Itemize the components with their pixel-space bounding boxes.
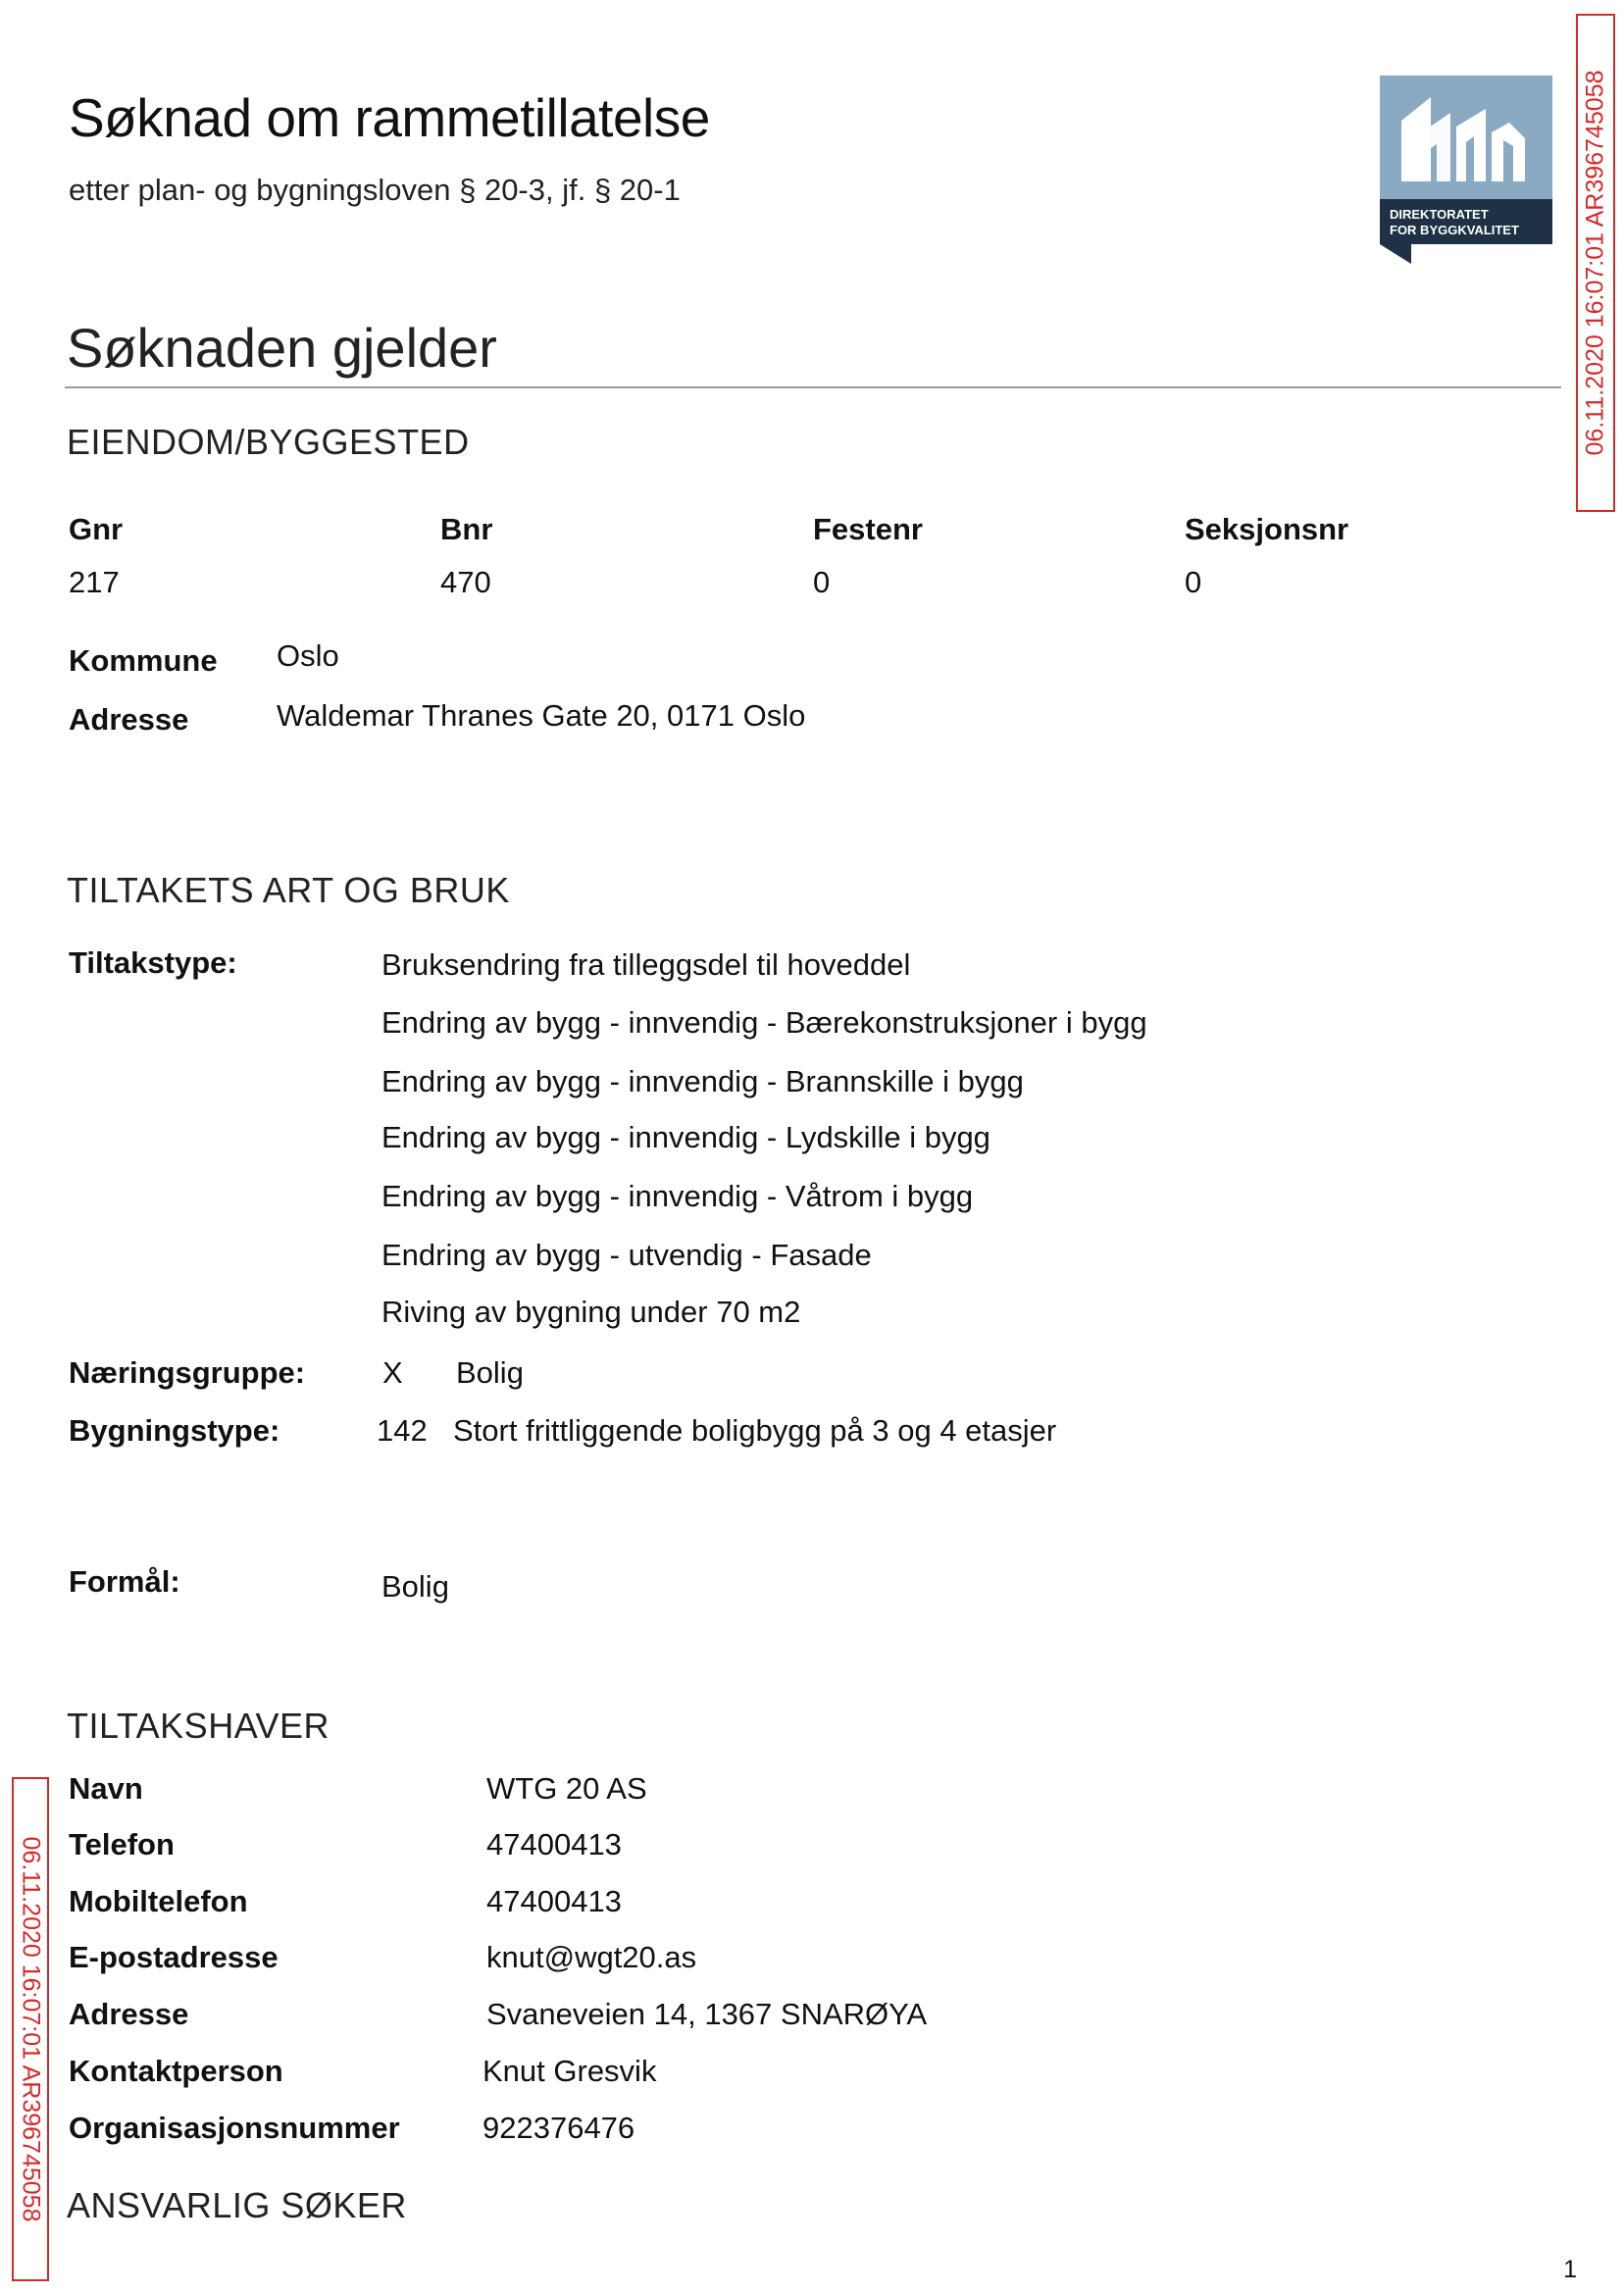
section-eiendom-heading: EIENDOM/BYGGESTED: [67, 422, 470, 462]
document-subtitle: etter plan- og bygningsloven § 20-3, jf. § 20-1: [69, 173, 681, 207]
date-stamp-left: [12, 1777, 49, 2281]
bygningstype-value: Stort frittliggende boligbygg på 3 og 4 etasjer: [453, 1413, 1057, 1448]
tiltakshaver-navn-label: Navn: [69, 1771, 143, 1806]
tiltakshaver-kontaktperson-label: Kontaktperson: [69, 2054, 283, 2088]
kommune-value: Oslo: [277, 638, 339, 673]
document-title: Søknad om rammetillatelse: [69, 87, 710, 148]
tiltakstype-item: Endring av bygg - innvendig - Bærekonstruksjoner i bygg: [381, 1005, 1147, 1040]
main-heading: Søknaden gjelder: [67, 317, 497, 379]
gnr-value: 217: [69, 565, 120, 599]
tiltakshaver-orgnr-label: Organisasjonsnummer: [69, 2111, 400, 2145]
date-stamp-right-text: 06.11.2020 16:07:01 AR396745058: [1581, 70, 1609, 456]
tiltakshaver-epost-label: E-postadresse: [69, 1940, 279, 1974]
logo-line2: FOR BYGGKVALITET: [1390, 223, 1519, 237]
dibk-logo: [1380, 76, 1552, 264]
column-bnr-label: Bnr: [440, 512, 493, 546]
tiltakstype-item: Riving av bygning under 70 m2: [381, 1295, 801, 1329]
tiltakshaver-navn-value: WTG 20 AS: [486, 1771, 647, 1806]
adresse-label: Adresse: [69, 702, 189, 737]
column-gnr-label: Gnr: [69, 512, 124, 546]
column-festenr-label: Festenr: [813, 512, 923, 546]
tiltakstype-item: Endring av bygg - utvendig - Fasade: [381, 1238, 872, 1272]
tiltakstype-item: Endring av bygg - innvendig - Lydskille i bygg: [381, 1120, 990, 1154]
formal-value: Bolig: [381, 1569, 449, 1604]
kommune-label: Kommune: [69, 643, 218, 678]
bygningstype-code: 142: [377, 1413, 428, 1448]
logo-line1: DIREKTORATET: [1390, 207, 1489, 222]
tiltakshaver-orgnr-value: 922376476: [482, 2111, 635, 2145]
bnr-value: 470: [440, 565, 491, 599]
heading-divider: [65, 386, 1561, 388]
naeringsgruppe-code: X: [382, 1355, 403, 1390]
tiltakshaver-telefon-label: Telefon: [69, 1827, 175, 1861]
tiltakshaver-mobil-value: 47400413: [486, 1884, 622, 1918]
festenr-value: 0: [813, 565, 831, 599]
tiltakstype-item: Endring av bygg - innvendig - Våtrom i bygg: [381, 1179, 974, 1213]
bygningstype-label: Bygningstype:: [69, 1413, 280, 1448]
tiltakshaver-adresse-value: Svaneveien 14, 1367 SNARØYA: [486, 1997, 928, 2031]
tiltakshaver-telefon-value: 47400413: [486, 1827, 622, 1861]
adresse-value: Waldemar Thranes Gate 20, 0171 Oslo: [277, 698, 806, 733]
page-number: 1: [1563, 2256, 1577, 2283]
dibk-logo-mark: [1380, 76, 1552, 264]
section-tiltakshaver-heading: TILTAKSHAVER: [67, 1706, 330, 1746]
naeringsgruppe-label: Næringsgruppe:: [69, 1355, 306, 1390]
tiltakshaver-kontaktperson-value: Knut Gresvik: [482, 2054, 657, 2088]
section-ansvarlig-soker-heading: ANSVARLIG SØKER: [67, 2185, 407, 2225]
tiltakshaver-adresse-label: Adresse: [69, 1997, 189, 2031]
tiltakshaver-epost-value: knut@wgt20.as: [486, 1940, 697, 1974]
tiltakstype-item: Bruksendring fra tilleggsdel til hoveddel: [381, 947, 911, 982]
section-tiltak-heading: TILTAKETS ART OG BRUK: [67, 870, 510, 910]
naeringsgruppe-value: Bolig: [456, 1355, 524, 1390]
seksjonsnr-value: 0: [1185, 565, 1202, 599]
column-seksjonsnr-label: Seksjonsnr: [1185, 512, 1349, 546]
tiltakstype-item: Endring av bygg - innvendig - Brannskille i bygg: [381, 1064, 1024, 1098]
formal-label: Formål:: [69, 1564, 180, 1599]
date-stamp-right: [1576, 14, 1615, 512]
tiltakstype-label: Tiltakstype:: [69, 945, 237, 980]
tiltakshaver-mobil-label: Mobiltelefon: [69, 1884, 248, 1918]
date-stamp-left-text: 06.11.2020 16:07:01 AR396745058: [17, 1836, 45, 2222]
